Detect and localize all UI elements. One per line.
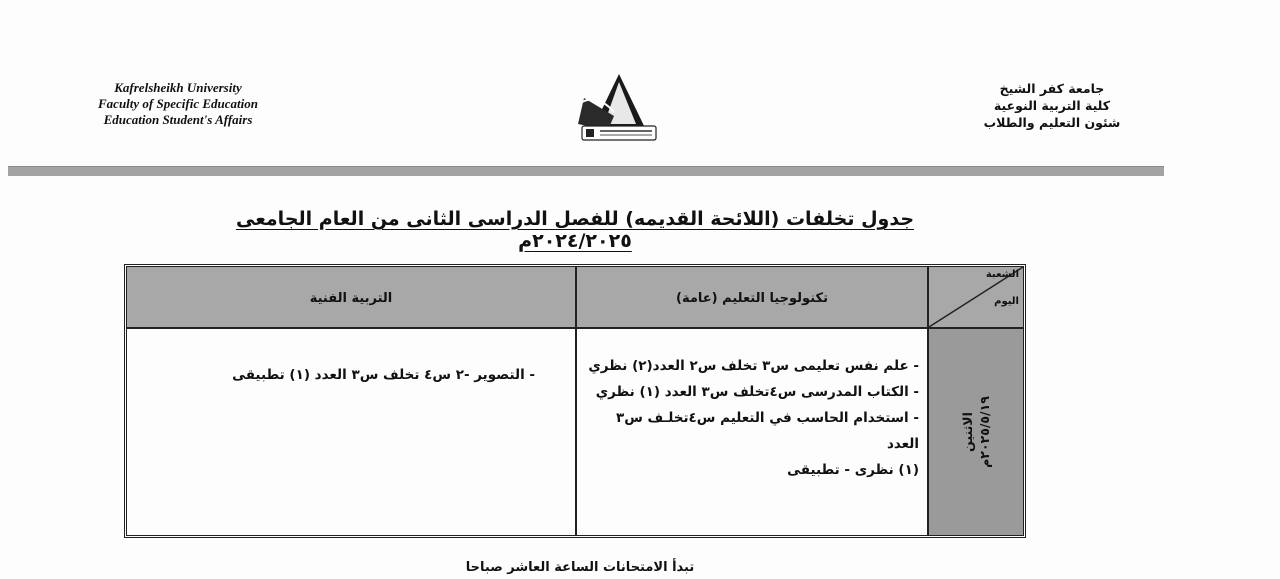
faculty-name-ar: كلية التربية النوعية xyxy=(993,98,1111,113)
university-logo-icon xyxy=(574,72,664,144)
exam-time-note: تبدأ الامتحانات الساعة العاشر صباحا xyxy=(465,560,695,575)
tech-course-list xyxy=(587,353,919,483)
faculty-name-en: Faculty of Specific Education xyxy=(98,96,258,111)
english-header xyxy=(48,80,308,128)
tech-courses-cell xyxy=(575,329,927,535)
list-item: (١) نظرى - تطبيقى xyxy=(787,462,919,478)
list-item: - علم نفس تعليمى س٣ تخلف س٢ العدد(٢) نظري xyxy=(588,358,919,374)
day-name: الاثنين xyxy=(960,412,975,452)
corner-division-label: الشعبة xyxy=(985,269,1019,280)
arabic-header xyxy=(952,80,1152,131)
art-courses-cell xyxy=(127,329,575,535)
column-header-tech: تكنولوجيا التعليم (عامة) xyxy=(575,267,927,329)
university-name-en: Kafrelsheikh University xyxy=(114,80,242,95)
affairs-name-en: Education Student's Affairs xyxy=(103,112,253,127)
column-header-art: التربية الفنية xyxy=(127,267,575,329)
affairs-name-ar: شئون التعليم والطلاب xyxy=(983,115,1121,130)
university-name-ar: جامعة كفر الشيخ xyxy=(999,81,1105,96)
list-item: - الكتاب المدرسى س٤تخلف س٣ العدد (١) نظري xyxy=(595,384,919,400)
corner-cell xyxy=(927,267,1023,329)
list-item: - التصوير -٢ س٤ تخلف س٣ العدد (١) تطبيقى xyxy=(232,367,535,383)
day-cell xyxy=(927,329,1023,535)
page-title: جدول تخلفات (اللائحة القديمه) للفصل الدراسى الثانى من العام الجامعى ٢٠٢٤/٢٠٢٥م xyxy=(235,208,915,252)
list-item: - استخدام الحاسب في التعليم س٤تخلـف س٣ العدد xyxy=(615,410,919,452)
day-label xyxy=(959,396,993,468)
header-divider xyxy=(8,166,1164,176)
schedule-table xyxy=(124,264,1026,538)
corner-day-label: اليوم xyxy=(994,296,1019,307)
day-date: ٢٠٢٥/٥/١٩م xyxy=(977,396,992,468)
